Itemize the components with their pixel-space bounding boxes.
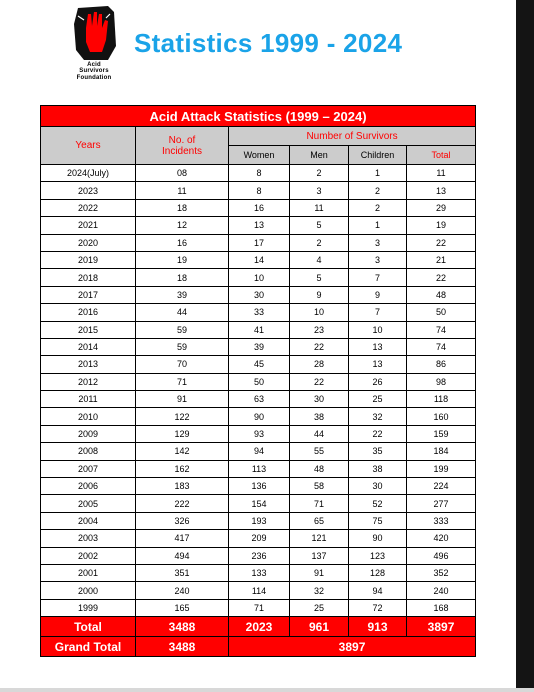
table-row bbox=[41, 165, 476, 182]
cell-men: 22 bbox=[290, 373, 349, 390]
cell-total: 22 bbox=[407, 234, 476, 251]
cell-year: 2016 bbox=[41, 304, 136, 321]
cell-total: 352 bbox=[407, 564, 476, 581]
cell-total: 21 bbox=[407, 251, 476, 268]
cell-men: 28 bbox=[290, 356, 349, 373]
cell-incidents: 351 bbox=[136, 564, 229, 581]
logo-text bbox=[62, 62, 126, 81]
table-row bbox=[41, 304, 476, 321]
cell-men: 3 bbox=[290, 182, 349, 199]
cell-women: 133 bbox=[229, 564, 290, 581]
cell-children: 128 bbox=[349, 564, 407, 581]
cell-children: 75 bbox=[349, 512, 407, 529]
header-incidents bbox=[136, 127, 229, 165]
total-row bbox=[41, 617, 476, 637]
total-women: 2023 bbox=[229, 617, 290, 637]
header-children: Children bbox=[349, 146, 407, 165]
cell-women: 63 bbox=[229, 391, 290, 408]
cell-total: 168 bbox=[407, 599, 476, 616]
cell-women: 94 bbox=[229, 443, 290, 460]
logo-line-3: Foundation bbox=[76, 74, 112, 81]
cell-women: 90 bbox=[229, 408, 290, 425]
cell-year: 2007 bbox=[41, 460, 136, 477]
cell-men: 44 bbox=[290, 425, 349, 442]
cell-children: 35 bbox=[349, 443, 407, 460]
cell-year: 2005 bbox=[41, 495, 136, 512]
table-row bbox=[41, 425, 476, 442]
total-incidents: 3488 bbox=[136, 617, 229, 637]
cell-women: 136 bbox=[229, 478, 290, 495]
table-row bbox=[41, 564, 476, 581]
cell-total: 277 bbox=[407, 495, 476, 512]
cell-children: 10 bbox=[349, 321, 407, 338]
cell-incidents: 12 bbox=[136, 217, 229, 234]
cell-men: 30 bbox=[290, 391, 349, 408]
cell-incidents: 165 bbox=[136, 599, 229, 616]
table-row bbox=[41, 582, 476, 599]
cell-women: 14 bbox=[229, 251, 290, 268]
cell-men: 58 bbox=[290, 478, 349, 495]
cell-children: 94 bbox=[349, 582, 407, 599]
page-title: Statistics 1999 - 2024 bbox=[134, 28, 403, 58]
cell-incidents: 326 bbox=[136, 512, 229, 529]
table-header-row bbox=[41, 127, 476, 146]
cell-women: 39 bbox=[229, 338, 290, 355]
cell-children: 9 bbox=[349, 286, 407, 303]
cell-women: 8 bbox=[229, 165, 290, 182]
cell-men: 55 bbox=[290, 443, 349, 460]
cell-incidents: 11 bbox=[136, 182, 229, 199]
cell-women: 209 bbox=[229, 530, 290, 547]
logo-line-2: Survivors bbox=[79, 68, 109, 75]
cell-women: 10 bbox=[229, 269, 290, 286]
cell-children: 13 bbox=[349, 338, 407, 355]
table-row bbox=[41, 338, 476, 355]
cell-year: 2018 bbox=[41, 269, 136, 286]
cell-year: 2014 bbox=[41, 338, 136, 355]
cell-women: 50 bbox=[229, 373, 290, 390]
total-label: Total bbox=[41, 617, 136, 637]
cell-men: 5 bbox=[290, 217, 349, 234]
window-edge bbox=[516, 0, 534, 692]
cell-incidents: 70 bbox=[136, 356, 229, 373]
grand-total-label: Grand Total bbox=[41, 637, 136, 657]
cell-year: 2019 bbox=[41, 251, 136, 268]
cell-men: 137 bbox=[290, 547, 349, 564]
total-total: 3897 bbox=[407, 617, 476, 637]
cell-total: 13 bbox=[407, 182, 476, 199]
cell-men: 25 bbox=[290, 599, 349, 616]
cell-year: 2002 bbox=[41, 547, 136, 564]
cell-children: 1 bbox=[349, 165, 407, 182]
header-incidents-line-1: No. of bbox=[168, 134, 196, 146]
cell-year: 2008 bbox=[41, 443, 136, 460]
cell-incidents: 240 bbox=[136, 582, 229, 599]
cell-children: 90 bbox=[349, 530, 407, 547]
table-row bbox=[41, 391, 476, 408]
cell-children: 38 bbox=[349, 460, 407, 477]
cell-men: 11 bbox=[290, 199, 349, 216]
cell-children: 3 bbox=[349, 234, 407, 251]
cell-total: 159 bbox=[407, 425, 476, 442]
table-row bbox=[41, 495, 476, 512]
cell-total: 199 bbox=[407, 460, 476, 477]
cell-total: 74 bbox=[407, 338, 476, 355]
cell-year: 2012 bbox=[41, 373, 136, 390]
cell-incidents: 129 bbox=[136, 425, 229, 442]
header-women: Women bbox=[229, 146, 290, 165]
cell-year: 2024(July) bbox=[41, 165, 136, 182]
grand-total-row bbox=[41, 637, 476, 657]
cell-incidents: 59 bbox=[136, 321, 229, 338]
cell-incidents: 44 bbox=[136, 304, 229, 321]
cell-incidents: 142 bbox=[136, 443, 229, 460]
cell-women: 16 bbox=[229, 199, 290, 216]
cell-incidents: 494 bbox=[136, 547, 229, 564]
table-row bbox=[41, 321, 476, 338]
cell-total: 118 bbox=[407, 391, 476, 408]
cell-total: 22 bbox=[407, 269, 476, 286]
cell-total: 19 bbox=[407, 217, 476, 234]
cell-children: 123 bbox=[349, 547, 407, 564]
cell-year: 2009 bbox=[41, 425, 136, 442]
cell-children: 3 bbox=[349, 251, 407, 268]
cell-year: 2023 bbox=[41, 182, 136, 199]
cell-children: 72 bbox=[349, 599, 407, 616]
cell-total: 86 bbox=[407, 356, 476, 373]
cell-year: 2013 bbox=[41, 356, 136, 373]
cell-men: 38 bbox=[290, 408, 349, 425]
table-row bbox=[41, 356, 476, 373]
cell-children: 25 bbox=[349, 391, 407, 408]
cell-year: 2022 bbox=[41, 199, 136, 216]
table-row bbox=[41, 408, 476, 425]
cell-women: 13 bbox=[229, 217, 290, 234]
cell-children: 7 bbox=[349, 269, 407, 286]
cell-incidents: 183 bbox=[136, 478, 229, 495]
cell-incidents: 59 bbox=[136, 338, 229, 355]
cell-year: 2010 bbox=[41, 408, 136, 425]
cell-total: 240 bbox=[407, 582, 476, 599]
cell-men: 71 bbox=[290, 495, 349, 512]
cell-children: 2 bbox=[349, 182, 407, 199]
table-row bbox=[41, 512, 476, 529]
cell-total: 160 bbox=[407, 408, 476, 425]
cell-total: 98 bbox=[407, 373, 476, 390]
cell-children: 52 bbox=[349, 495, 407, 512]
cell-incidents: 08 bbox=[136, 165, 229, 182]
cell-children: 30 bbox=[349, 478, 407, 495]
header-survivors: Number of Survivors bbox=[229, 127, 476, 146]
cell-incidents: 71 bbox=[136, 373, 229, 390]
cell-total: 420 bbox=[407, 530, 476, 547]
cell-total: 11 bbox=[407, 165, 476, 182]
table-row bbox=[41, 182, 476, 199]
cell-incidents: 39 bbox=[136, 286, 229, 303]
logo-line-1: Acid bbox=[87, 62, 101, 68]
cell-total: 48 bbox=[407, 286, 476, 303]
cell-total: 224 bbox=[407, 478, 476, 495]
cell-year: 2003 bbox=[41, 530, 136, 547]
cell-children: 26 bbox=[349, 373, 407, 390]
grand-total-incidents: 3488 bbox=[136, 637, 229, 657]
cell-children: 7 bbox=[349, 304, 407, 321]
header-men: Men bbox=[290, 146, 349, 165]
cell-incidents: 162 bbox=[136, 460, 229, 477]
table-row bbox=[41, 547, 476, 564]
statistics-table bbox=[40, 105, 476, 657]
cell-year: 2006 bbox=[41, 478, 136, 495]
cell-women: 114 bbox=[229, 582, 290, 599]
table-row bbox=[41, 599, 476, 616]
cell-men: 2 bbox=[290, 165, 349, 182]
table-row bbox=[41, 217, 476, 234]
cell-year: 2015 bbox=[41, 321, 136, 338]
cell-incidents: 417 bbox=[136, 530, 229, 547]
cell-children: 1 bbox=[349, 217, 407, 234]
cell-men: 91 bbox=[290, 564, 349, 581]
cell-year: 2021 bbox=[41, 217, 136, 234]
cell-women: 71 bbox=[229, 599, 290, 616]
cell-year: 2001 bbox=[41, 564, 136, 581]
cell-women: 33 bbox=[229, 304, 290, 321]
cell-incidents: 91 bbox=[136, 391, 229, 408]
cell-incidents: 222 bbox=[136, 495, 229, 512]
cell-men: 23 bbox=[290, 321, 349, 338]
cell-women: 41 bbox=[229, 321, 290, 338]
cell-total: 496 bbox=[407, 547, 476, 564]
cell-incidents: 18 bbox=[136, 199, 229, 216]
cell-total: 29 bbox=[407, 199, 476, 216]
hand-logo-icon bbox=[72, 6, 118, 62]
cell-women: 236 bbox=[229, 547, 290, 564]
table-row bbox=[41, 443, 476, 460]
table-title-row bbox=[41, 106, 476, 127]
cell-incidents: 18 bbox=[136, 269, 229, 286]
table-row bbox=[41, 234, 476, 251]
cell-women: 8 bbox=[229, 182, 290, 199]
cell-incidents: 16 bbox=[136, 234, 229, 251]
table-row bbox=[41, 269, 476, 286]
cell-men: 32 bbox=[290, 582, 349, 599]
table-row bbox=[41, 286, 476, 303]
table-body bbox=[41, 165, 476, 617]
cell-women: 17 bbox=[229, 234, 290, 251]
table-row bbox=[41, 199, 476, 216]
cell-total: 74 bbox=[407, 321, 476, 338]
table-row bbox=[41, 251, 476, 268]
cell-women: 154 bbox=[229, 495, 290, 512]
cell-men: 9 bbox=[290, 286, 349, 303]
cell-men: 22 bbox=[290, 338, 349, 355]
cell-children: 32 bbox=[349, 408, 407, 425]
table-row bbox=[41, 460, 476, 477]
cell-men: 5 bbox=[290, 269, 349, 286]
total-men: 961 bbox=[290, 617, 349, 637]
cell-men: 121 bbox=[290, 530, 349, 547]
cell-women: 30 bbox=[229, 286, 290, 303]
page-bottom-edge bbox=[0, 688, 534, 692]
header-years: Years bbox=[41, 127, 136, 165]
header-total: Total bbox=[407, 146, 476, 165]
table-title: Acid Attack Statistics (1999 – 2024) bbox=[41, 106, 476, 127]
grand-total-survivors: 3897 bbox=[229, 637, 476, 657]
cell-total: 50 bbox=[407, 304, 476, 321]
table-row bbox=[41, 478, 476, 495]
cell-women: 45 bbox=[229, 356, 290, 373]
cell-men: 48 bbox=[290, 460, 349, 477]
cell-men: 2 bbox=[290, 234, 349, 251]
table-row bbox=[41, 530, 476, 547]
cell-year: 2017 bbox=[41, 286, 136, 303]
cell-men: 10 bbox=[290, 304, 349, 321]
logo bbox=[62, 6, 126, 88]
cell-men: 4 bbox=[290, 251, 349, 268]
cell-year: 2000 bbox=[41, 582, 136, 599]
cell-year: 2011 bbox=[41, 391, 136, 408]
cell-children: 22 bbox=[349, 425, 407, 442]
cell-children: 2 bbox=[349, 199, 407, 216]
cell-total: 184 bbox=[407, 443, 476, 460]
header-incidents-line-2: Incidents bbox=[161, 145, 203, 157]
cell-women: 93 bbox=[229, 425, 290, 442]
cell-incidents: 122 bbox=[136, 408, 229, 425]
cell-year: 2020 bbox=[41, 234, 136, 251]
cell-women: 193 bbox=[229, 512, 290, 529]
cell-total: 333 bbox=[407, 512, 476, 529]
table-row bbox=[41, 373, 476, 390]
cell-women: 113 bbox=[229, 460, 290, 477]
cell-children: 13 bbox=[349, 356, 407, 373]
cell-year: 1999 bbox=[41, 599, 136, 616]
total-children: 913 bbox=[349, 617, 407, 637]
cell-year: 2004 bbox=[41, 512, 136, 529]
cell-men: 65 bbox=[290, 512, 349, 529]
cell-incidents: 19 bbox=[136, 251, 229, 268]
